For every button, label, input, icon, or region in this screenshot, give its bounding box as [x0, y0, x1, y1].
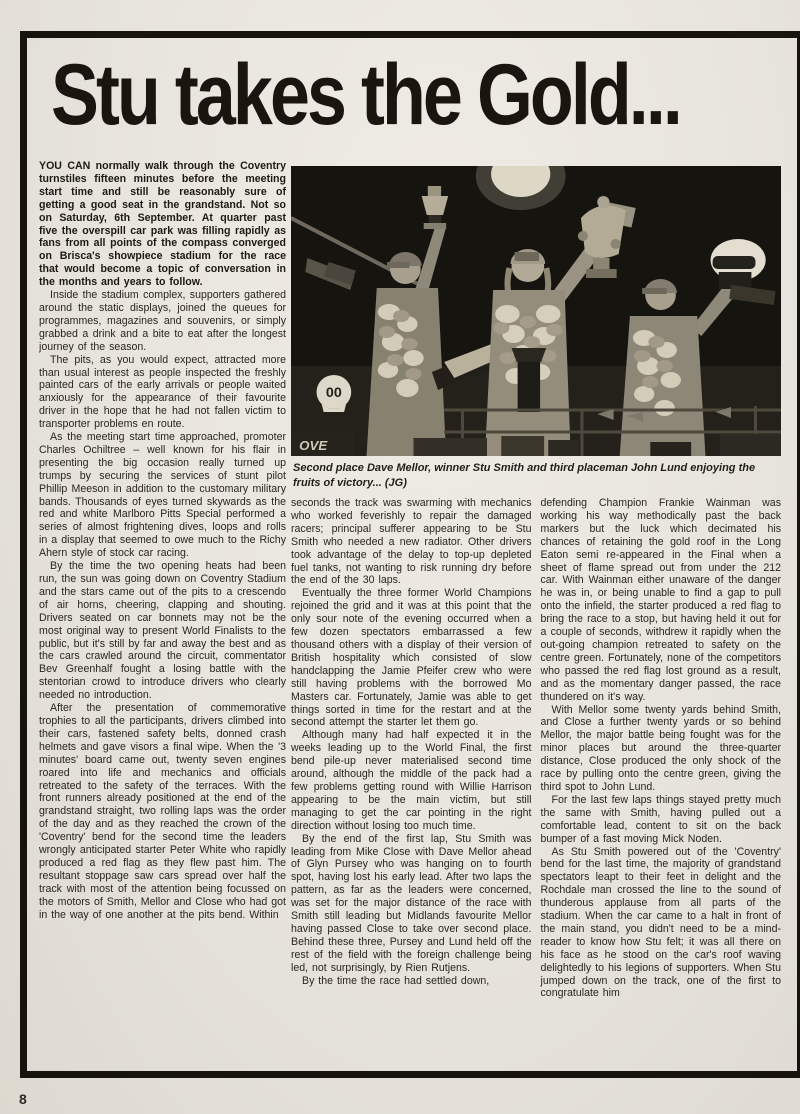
article-paragraph: By the end of the first lap, Stu Smith was leading from Mike Close with Dave Mellor ahead of Glyn Pursey who was hanging on to fourth spot, having lost his early lead. After two laps the pattern, as far as the leaders were concerned, was set for the major distance of the race with Smith still leading but Midlands favourite Mellor having passed Close to take over second place. Behind these three, Pursey and Lund held off the rest of the field with the foreign challenge being led, not surprisingly, by Rien Rutjens.: [291, 832, 532, 974]
article-paragraph: The pits, as you would expect, attracted more than usual interest as people inspected the freshly painted cars of the early arrivals or people waited anxiously for the appearance of their favourite driver in the hope that he had not fallen victim to transporter problems en route.: [39, 353, 286, 431]
article-column-middle: [291, 497, 532, 1059]
article-paragraph: As Stu Smith powered out of the 'Coventry' bend for the last time, the majority of grandstand spectators leapt to their feet in delight and the Rochdale man crossed the line to the sound of thunderous applause from all parts of the stadium. When the car came to a halt in front of the main stand, you didn't need to be a mind-reader to know how Stu felt; it was all there on his face as he stood on the car's roof waving delightedly to his legions of supporters. When Stu jumped down on the track, one of the first to congratulate him: [540, 845, 781, 1000]
article-paragraph: seconds the track was swarming with mechanics who worked feverishly to repair the damaged racers; principal sufferer appearing to be Stu Smith who needed a new radiator. Other drivers took advantage of the delay to top-up depleted fuel tanks, not wanting to risk running dry before the end of the 30 laps.: [291, 497, 532, 587]
page-title: Stu takes the Gold...: [51, 46, 680, 143]
podium-photo: [291, 166, 781, 456]
article-paragraph: defending Champion Frankie Wainman was working his way methodically past the back markers but the luck which decimated his chances of retaining the gold roof in the Long Eaton semi re-appeared in the Final when a sheet of flame spread out from under the 212 car. With Wainman either unaware of the danger he was in, or being unable to find a gap to pull onto the infield, the starter produced a red flag to bring the race to a stop, but having held it out for a couple of seconds, withdrew it rapidly when the out-going champion retreated to safety on the centre green. Fortunately, none of the competitors who passed the red flag lost ground as a result, and as the momentary danger passed, the race thundered on it's way.: [540, 497, 781, 703]
page-number: 8: [19, 1091, 27, 1107]
lower-columns: [291, 497, 781, 1059]
article-paragraph: After the presentation of commemorative trophies to all the participants, drivers climbed into their cars, fastened safety belts, donned crash helmets and gave visors a final wipe. When the '3 minutes' board came out, twenty seven engines roared into life and mechanics and officials retreated to the safety of the terraces. With the front runners already positioned at the end of the grandstand straight, two rolling laps was the order of the day and as they reached the crown of the 'Coventry' bend for the second time the leaders wrongly anticipated starter Peter White who rapidly produced a red flag as they flew past him. The resultant stoppage saw cars spread over half the track with most of the attention being focussed on the motors of Smith, Mellor and Close who had got in the way of one another at the pits bend. Within: [39, 702, 286, 921]
article-column-right: [541, 497, 782, 1059]
podium-photo-figure: [291, 166, 781, 497]
article-paragraph: With Mellor some twenty yards behind Smith, and Close a further twenty yards or so behind Mellor, the major battle being fought was for the minor places but around the three-quarter distance, Close produced the only shock of the race by pulling onto the centre green, giving the third spot to John Lund.: [540, 703, 781, 793]
article-body: [39, 160, 781, 1059]
article-paragraph: For the last few laps things stayed pretty much the same with Smith, having pulled out a comfortable lead, content to sit on the back bumper of a fast moving Mick Noden.: [540, 793, 781, 845]
page-frame: [20, 31, 800, 1078]
article-paragraph: YOU CAN normally walk through the Coventry turnstiles fifteen minutes before the meeting start time and still be reasonably sure of getting a good seat in the grandstand. Not so on Saturday, 6th September. At quarter past five the overspill car park was filling rapidly as fans from all points of the compass converged on Brisca's showpiece stadium for the race that would become a topic of conversation in the months and years to follow.: [39, 160, 286, 289]
article-paragraph: Inside the stadium complex, supporters gathered around the static displays, joined the queues for programmes, magazines and souvenirs, or simply grabbed a drink and a bite to eat after the longest journey of the season.: [39, 289, 286, 353]
article-paragraph: Although many had half expected it in the weeks leading up to the World Final, the first bend pile-up never materialised second time around, although the middle of the pack had a few problems getting round with Willie Harrison appearing to be the main victim, but still managing to get the car pointing in the right direction without losing too much time.: [291, 729, 532, 832]
article-paragraph: By the time the two opening heats had been run, the sun was going down on Coventry Stadium and the stars came out of the pits to a crescendo of air horns, cheering, clapping and shouting. Drivers seated on car bonnets may not be the most original way to present World Finalists to the public, but it's still by far and away the best and as the cars crawled around the circuit, commentator Bev Greenhalf fought a losing battle with the stentorian crowd to introduce drivers who clearly needed no introduction.: [39, 560, 286, 702]
article-right-section: [291, 160, 781, 1059]
article-paragraph: Eventually the three former World Champions rejoined the grid and it was at this point that the only sour note of the evening occurred when a few dozen spectators embarrassed a few thousand others with a display of their version of British hospitality which consisted of slow handclapping the Jamie Pfeifer crew who were still having problems with the borrowed Mo Masters car. Fortunately, Jamie was able to get things sorted in time for the restart and at the second attempt the starter let them go.: [291, 587, 532, 729]
svg-text:00: 00: [325, 384, 342, 400]
photo-caption: Second place Dave Mellor, winner Stu Smith and third placeman John Lund enjoying the fruits of victory... (JG): [293, 462, 756, 489]
article-paragraph: By the time the race had settled down,: [302, 974, 490, 987]
svg-text:OVE: OVE: [299, 438, 328, 453]
article-column-left: [39, 160, 286, 1059]
article-paragraph: As the meeting start time approached, promoter Charles Ochiltree – well known for his flair in presenting the big occasion really turned up trumps by securing the services of stunt pilot Phillip Meeson in addition to the customary military bands. Thousands of eyes turned skywards as the red and white Marlboro Pitts Special performed a series of almost frightening dives, loops and rolls in a display that seemed to owe much to the Richy Ahern style of stock car racing.: [39, 431, 286, 560]
